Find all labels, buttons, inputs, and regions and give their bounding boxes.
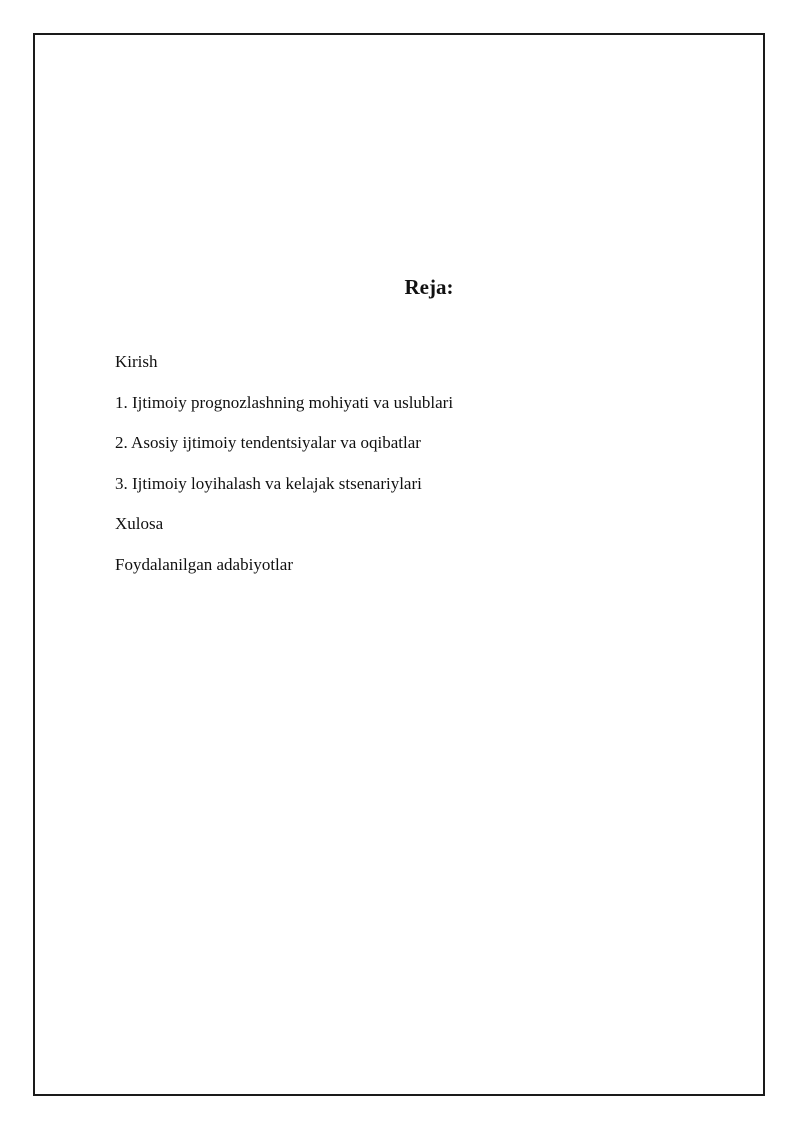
toc-item-section-2: 2. Asosiy ijtimoiy tendentsiyalar va oqibatlar [115, 433, 421, 452]
toc-item-conclusion: Xulosa [115, 514, 164, 533]
table-of-contents [115, 350, 453, 593]
toc-item-section-1: 1. Ijtimoiy prognozlashning mohiyati va uslublari [115, 392, 454, 412]
toc-item-section-3: 3. Ijtimoiy loyihalash va kelajak stsenariylari [115, 473, 422, 493]
toc-item-introduction: Kirish [115, 352, 158, 371]
page-title: Reja: [404, 275, 454, 299]
toc-item-references: Foydalanilgan adabiyotlar [115, 554, 293, 574]
